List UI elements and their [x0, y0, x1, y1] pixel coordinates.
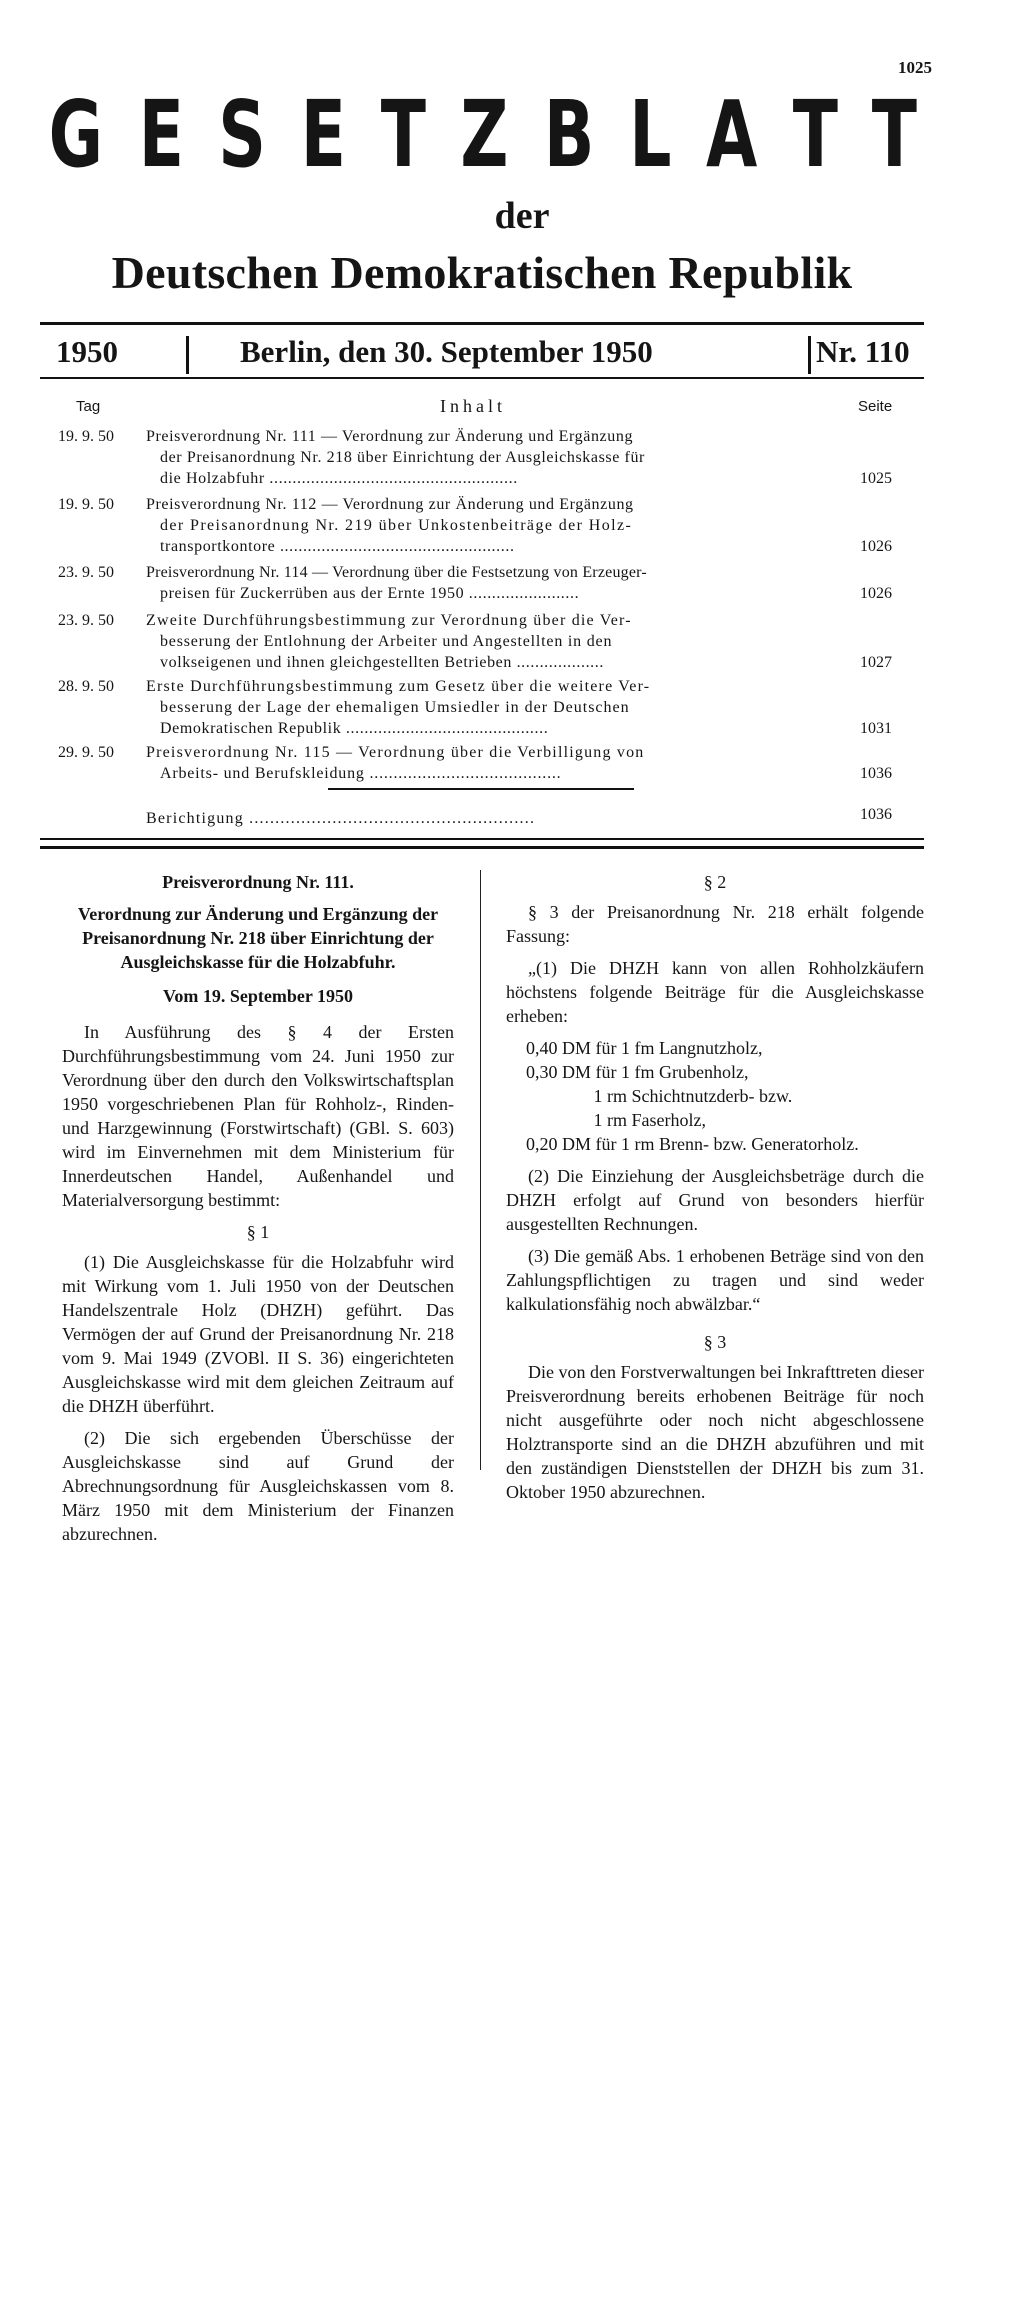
toc-entry-line: Preisverordnung Nr. 112 — Verordnung zur Änderung und Ergänzung [146, 496, 634, 513]
right-column [506, 870, 924, 1512]
section-paragraph: (2) Die sich ergebenden Überschüsse der Ausgleichskasse sind auf Grund der Abrechnungsordnung für Ausgleichskassen vom 8. März 1950 mit dem Ministerium der Finanzen abzurechnen. [62, 1428, 454, 1544]
masthead-letter: A [706, 81, 758, 188]
rate-line: 1 rm Faserholz, [526, 1110, 706, 1130]
section-paragraph: (1) Die Ausgleichskasse für die Holzabfuhr wird mit Wirkung vom 1. Juli 1950 von der Deutschen Handelszentrale Holz (DHZH) geführt. Das Vermögen der auf Grund der Preisanordnung Nr. 218 vom 9. Mai 1949 (ZVOBl. II S. 36) eingerichteten Ausgleichskasse wird mit dem gleichen Zeitraum auf die DHZH überführt. [62, 1252, 454, 1416]
toc-entry-line: Arbeits- und Berufskleidung ........................................ [160, 765, 562, 782]
masthead-letter: E [301, 81, 347, 188]
toc-entry-line: Preisverordnung Nr. 115 — Verordnung über die Verbilligung von [146, 744, 645, 761]
masthead-letter: Z [460, 81, 509, 188]
masthead-letter: T [380, 81, 426, 188]
issue-bar-separator [808, 336, 811, 374]
toc-entry-text [146, 808, 816, 829]
toc-divider [328, 788, 634, 790]
masthead-letter: B [544, 81, 595, 188]
masthead-letter: L [629, 81, 672, 188]
issue-number: Nr. 110 [816, 334, 910, 369]
section-heading: § 3 [703, 1332, 727, 1352]
toc-entry-line: die Holzabfuhr ...................................................... [160, 470, 518, 487]
toc-entry-date: 23. 9. 50 [58, 612, 114, 629]
issue-year: 1950 [56, 334, 118, 369]
toc-entry-date: 19. 9. 50 [58, 428, 114, 445]
rate-line: 0,30 DM für 1 fm Grubenholz, [526, 1062, 749, 1082]
toc-entry-line: volkseigenen und ihnen gleichgestellten Betrieben ................... [160, 654, 604, 671]
toc-entry-date: 28. 9. 50 [58, 678, 114, 695]
contribution-rates [506, 1036, 924, 1156]
content-rule [40, 838, 924, 840]
section-paragraph: Die von den Forstverwaltungen bei Inkrafttreten dieser Preisverordnung bereits erhobenen Beiträge für noch nicht ausgeführte oder noch nicht abgeschlossene Holztransporte sind an die DHZH abzuführen und mit den zuständigen Dienststellen der DHZH bis zum 31. Oktober 1950 abzurechnen. [506, 1362, 924, 1502]
toc-entry-page: 1026 [860, 585, 892, 602]
toc-entry-page: 1026 [860, 538, 892, 555]
toc-entry-line: transportkontore ................................................... [160, 538, 515, 555]
toc-entry-line: Preisverordnung Nr. 114 — Verordnung über die Festsetzung von Erzeuger- [146, 564, 647, 581]
toc-entry-line: der Preisanordnung Nr. 219 über Unkostenbeiträge der Holz- [160, 517, 633, 534]
issue-bar-separator [186, 336, 189, 374]
masthead-letter: E [138, 81, 185, 188]
masthead-letter: T [871, 81, 918, 188]
toc-entry-text [146, 676, 816, 739]
column-divider [480, 870, 481, 1470]
toc-entry-line: besserung der Lage der ehemaligen Umsiedler in der Deutschen [160, 699, 630, 716]
toc-entry-page: 1036 [860, 806, 892, 823]
section-heading: § 1 [246, 1222, 270, 1242]
rate-line: 0,40 DM für 1 fm Langnutzholz, [526, 1038, 763, 1058]
toc-entry-page: 1025 [860, 470, 892, 487]
masthead-letter: S [218, 81, 267, 188]
masthead-title [38, 81, 926, 188]
toc-entry-text [146, 610, 816, 673]
toc-column-seite: Seite [858, 398, 893, 415]
issue-place-date: Berlin, den 30. September 1950 [240, 334, 653, 369]
toc-entry-line: Zweite Durchführungsbestimmung zur Verordnung über die Ver- [146, 612, 632, 629]
toc-entry-page: 1031 [860, 720, 892, 737]
toc-entry-line: Preisverordnung Nr. 111 — Verordnung zur Änderung und Ergänzung [146, 428, 634, 445]
decree-date: Vom 19. September 1950 [163, 986, 353, 1006]
masthead-subtitle: Deutschen Demokratischen Republik [111, 247, 853, 298]
toc-entry-line: Demokratischen Republik ............................................ [160, 720, 549, 737]
preamble-paragraph: In Ausführung des § 4 der Ersten Durchführungsbestimmung vom 24. Juni 1950 zur Verordnung über den durch den Volkswirtschaftsplan 1950 vorgeschriebenen Plan für Rohholz-, Rinden- und Harzgewinnung (Forstwirtschaft) (GBl. S. 603) wird im Einvernehmen mit dem Ministerium für Innerdeutschen Handel, Außenhandel und Materialversorgung bestimmt: [62, 1022, 454, 1210]
toc-column-inhalt: Inhalt [440, 396, 506, 416]
masthead-letter: T [792, 81, 838, 188]
toc-entry-date: 29. 9. 50 [58, 744, 114, 761]
left-column [62, 870, 454, 1554]
toc-entry-text [146, 426, 816, 489]
page-number: 1025 [898, 58, 932, 77]
rate-line: 0,20 DM für 1 rm Brenn- bzw. Generatorholz. [526, 1134, 859, 1154]
toc-entry-line: Erste Durchführungsbestimmung zum Gesetz über die weitere Ver- [146, 678, 651, 695]
toc-entry-page: 1027 [860, 654, 892, 671]
toc-entry-text [146, 562, 816, 604]
section-heading: § 2 [703, 872, 727, 892]
section-paragraph: (3) Die gemäß Abs. 1 erhobenen Beträge sind von den Zahlungspflichtigen zu tragen und sind weder kalkulationsfähig noch abwälzbar.“ [506, 1246, 924, 1314]
content-rule [40, 846, 924, 849]
rate-line: 1 rm Schichtnutzderb- bzw. [526, 1086, 793, 1106]
section-paragraph: „(1) Die DHZH kann von allen Rohholzkäufern höchstens folgende Beiträge für die Ausgleichskasse erheben: [506, 958, 924, 1026]
section-paragraph: (2) Die Einziehung der Ausgleichsbeträge durch die DHZH erfolgt auf Grund von besonders hierfür ausgestellten Rechnungen. [506, 1166, 924, 1234]
decree-title: Preisverordnung Nr. 111. [162, 872, 354, 892]
toc-entry-date: 19. 9. 50 [58, 496, 114, 513]
toc-entry-text [146, 494, 816, 557]
toc-entry-text [146, 742, 816, 784]
toc-entry-line: der Preisanordnung Nr. 218 über Einrichtung der Ausgleichskasse für [160, 449, 645, 466]
toc-column-tag: Tag [76, 398, 101, 415]
toc-entry-line: preisen für Zuckerrüben aus der Ernte 1950 ........................ [160, 585, 580, 602]
toc-entry-line: besserung der Entlohnung der Arbeiter und Angestellten in den [160, 633, 613, 650]
masthead-letter: G [48, 81, 103, 188]
decree-subtitle: Verordnung zur Änderung und Ergänzung der Preisanordnung Nr. 218 über Einrichtung der Ausgleichskasse für die Holzabfuhr. [77, 904, 439, 972]
issue-bar-bottom-rule [40, 377, 924, 379]
issue-bar-top-rule [40, 322, 924, 325]
toc-entry-line: Berichtigung ....................................................... [146, 810, 536, 827]
toc-entry-page: 1036 [860, 765, 892, 782]
masthead-subtitle-der: der [494, 195, 550, 237]
issue-bar [40, 332, 924, 372]
toc-entry-date: 23. 9. 50 [58, 564, 114, 581]
section-paragraph: § 3 der Preisanordnung Nr. 218 erhält folgende Fassung: [506, 902, 924, 946]
